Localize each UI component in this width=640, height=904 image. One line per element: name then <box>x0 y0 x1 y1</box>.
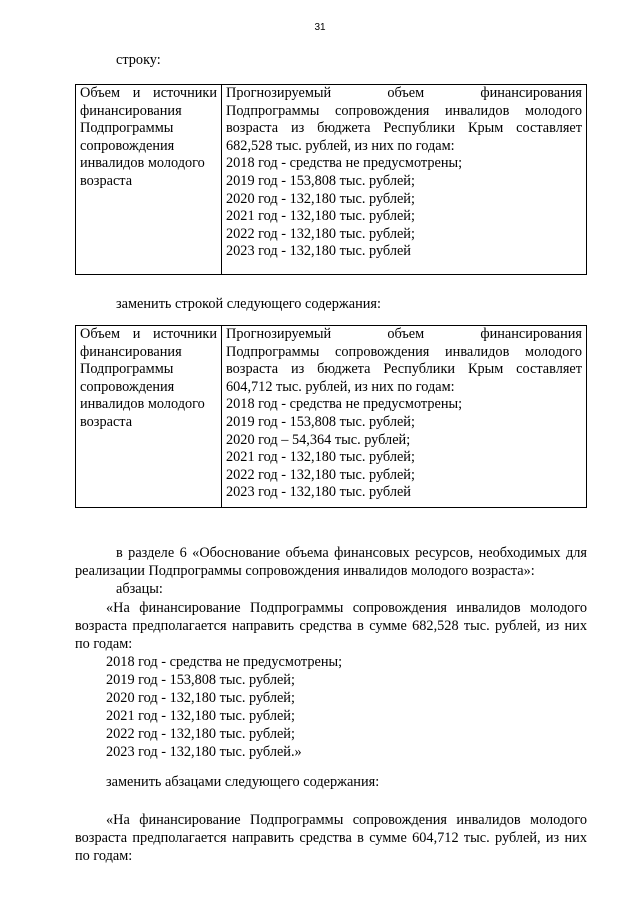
quote-line: возраста предполагается направить средства в сумме 682,528 тыс. рублей, из них <box>75 618 587 634</box>
year-line: 2020 год - 132,180 тыс. рублей; <box>106 690 295 706</box>
intro-text: строку: <box>116 52 161 68</box>
value-line: Подпрограммы сопровождения инвалидов молодого <box>226 343 582 360</box>
year-line: 2018 год - средства не предусмотрены; <box>106 654 343 670</box>
value-line: 2023 год - 132,180 тыс. рублей <box>226 484 411 501</box>
label-line: инвалидов молодого <box>80 396 205 413</box>
value-line: Подпрограммы сопровождения инвалидов молодого <box>226 102 582 119</box>
value-line: Прогнозируемый объем финансирования <box>226 85 582 101</box>
table-value-cell <box>222 326 587 508</box>
funding-table-old <box>75 84 587 275</box>
quote-line: «На финансирование Подпрограммы сопровождения инвалидов молодого <box>106 812 587 828</box>
funding-table-new <box>75 325 587 508</box>
value-line: 2019 год - 153,808 тыс. рублей; <box>226 413 415 430</box>
label-line: Подпрограммы <box>80 361 174 378</box>
value-line: 2023 год - 132,180 тыс. рублей <box>226 243 411 260</box>
label-line: сопровождения <box>80 378 175 395</box>
section-line: в разделе 6 «Обоснование объема финансовых ресурсов, необходимых для <box>116 545 587 561</box>
value-line: 604,712 тыс. рублей, из них по годам: <box>226 378 455 395</box>
value-line: 2020 год – 54,364 тыс. рублей; <box>226 431 411 448</box>
label-line: возраста <box>80 413 133 430</box>
value-line: 682,528 тыс. рублей, из них по годам: <box>226 137 455 154</box>
year-line: 2023 год - 132,180 тыс. рублей.» <box>106 744 302 760</box>
year-line: 2021 год - 132,180 тыс. рублей; <box>106 708 295 724</box>
quote-line: возраста предполагается направить средства в сумме 604,712 тыс. рублей, из них <box>75 830 587 846</box>
replace-paragraphs-text: заменить абзацами следующего содержания: <box>106 774 380 790</box>
table-label-cell <box>76 85 222 275</box>
value-line: 2018 год - средства не предусмотрены; <box>226 155 463 172</box>
table-row <box>76 326 587 508</box>
label-line: Объем и источники <box>80 85 217 101</box>
value-line: 2019 год - 153,808 тыс. рублей; <box>226 172 415 189</box>
value-line: 2018 год - средства не предусмотрены; <box>226 396 463 413</box>
label-line: Подпрограммы <box>80 120 174 137</box>
value-line: возраста из бюджета Республики Крым составляет <box>226 120 582 137</box>
quote-line: «На финансирование Подпрограммы сопровождения инвалидов молодого <box>106 600 587 616</box>
page-number: 31 <box>314 22 326 33</box>
value-line: 2021 год - 132,180 тыс. рублей; <box>226 449 415 466</box>
label-line: возраста <box>80 172 133 189</box>
section-line: реализации Подпрограммы сопровождения инвалидов молодого возраста»: <box>75 563 535 579</box>
value-line: возраста из бюджета Республики Крым составляет <box>226 361 582 378</box>
value-line: 2020 год - 132,180 тыс. рублей; <box>226 190 415 207</box>
year-line: 2019 год - 153,808 тыс. рублей; <box>106 672 295 688</box>
quote-line: по годам: <box>75 636 133 652</box>
value-line: Прогнозируемый объем финансирования <box>226 326 582 342</box>
year-line: 2022 год - 132,180 тыс. рублей; <box>106 726 295 742</box>
label-line: сопровождения <box>80 137 175 154</box>
value-line: 2022 год - 132,180 тыс. рублей; <box>226 466 415 483</box>
value-line: 2021 год - 132,180 тыс. рублей; <box>226 208 415 225</box>
table-label-cell <box>76 326 222 508</box>
replace-row-text: заменить строкой следующего содержания: <box>116 296 381 312</box>
table-row <box>76 85 587 275</box>
label-line: инвалидов молодого <box>80 155 205 172</box>
table-value-cell <box>222 85 587 275</box>
label-line: финансирования <box>80 102 182 119</box>
value-line: 2022 год - 132,180 тыс. рублей; <box>226 225 415 242</box>
label-line: финансирования <box>80 343 182 360</box>
quote-line: по годам: <box>75 848 133 864</box>
section-line: абзацы: <box>116 581 163 597</box>
label-line: Объем и источники <box>80 326 217 342</box>
